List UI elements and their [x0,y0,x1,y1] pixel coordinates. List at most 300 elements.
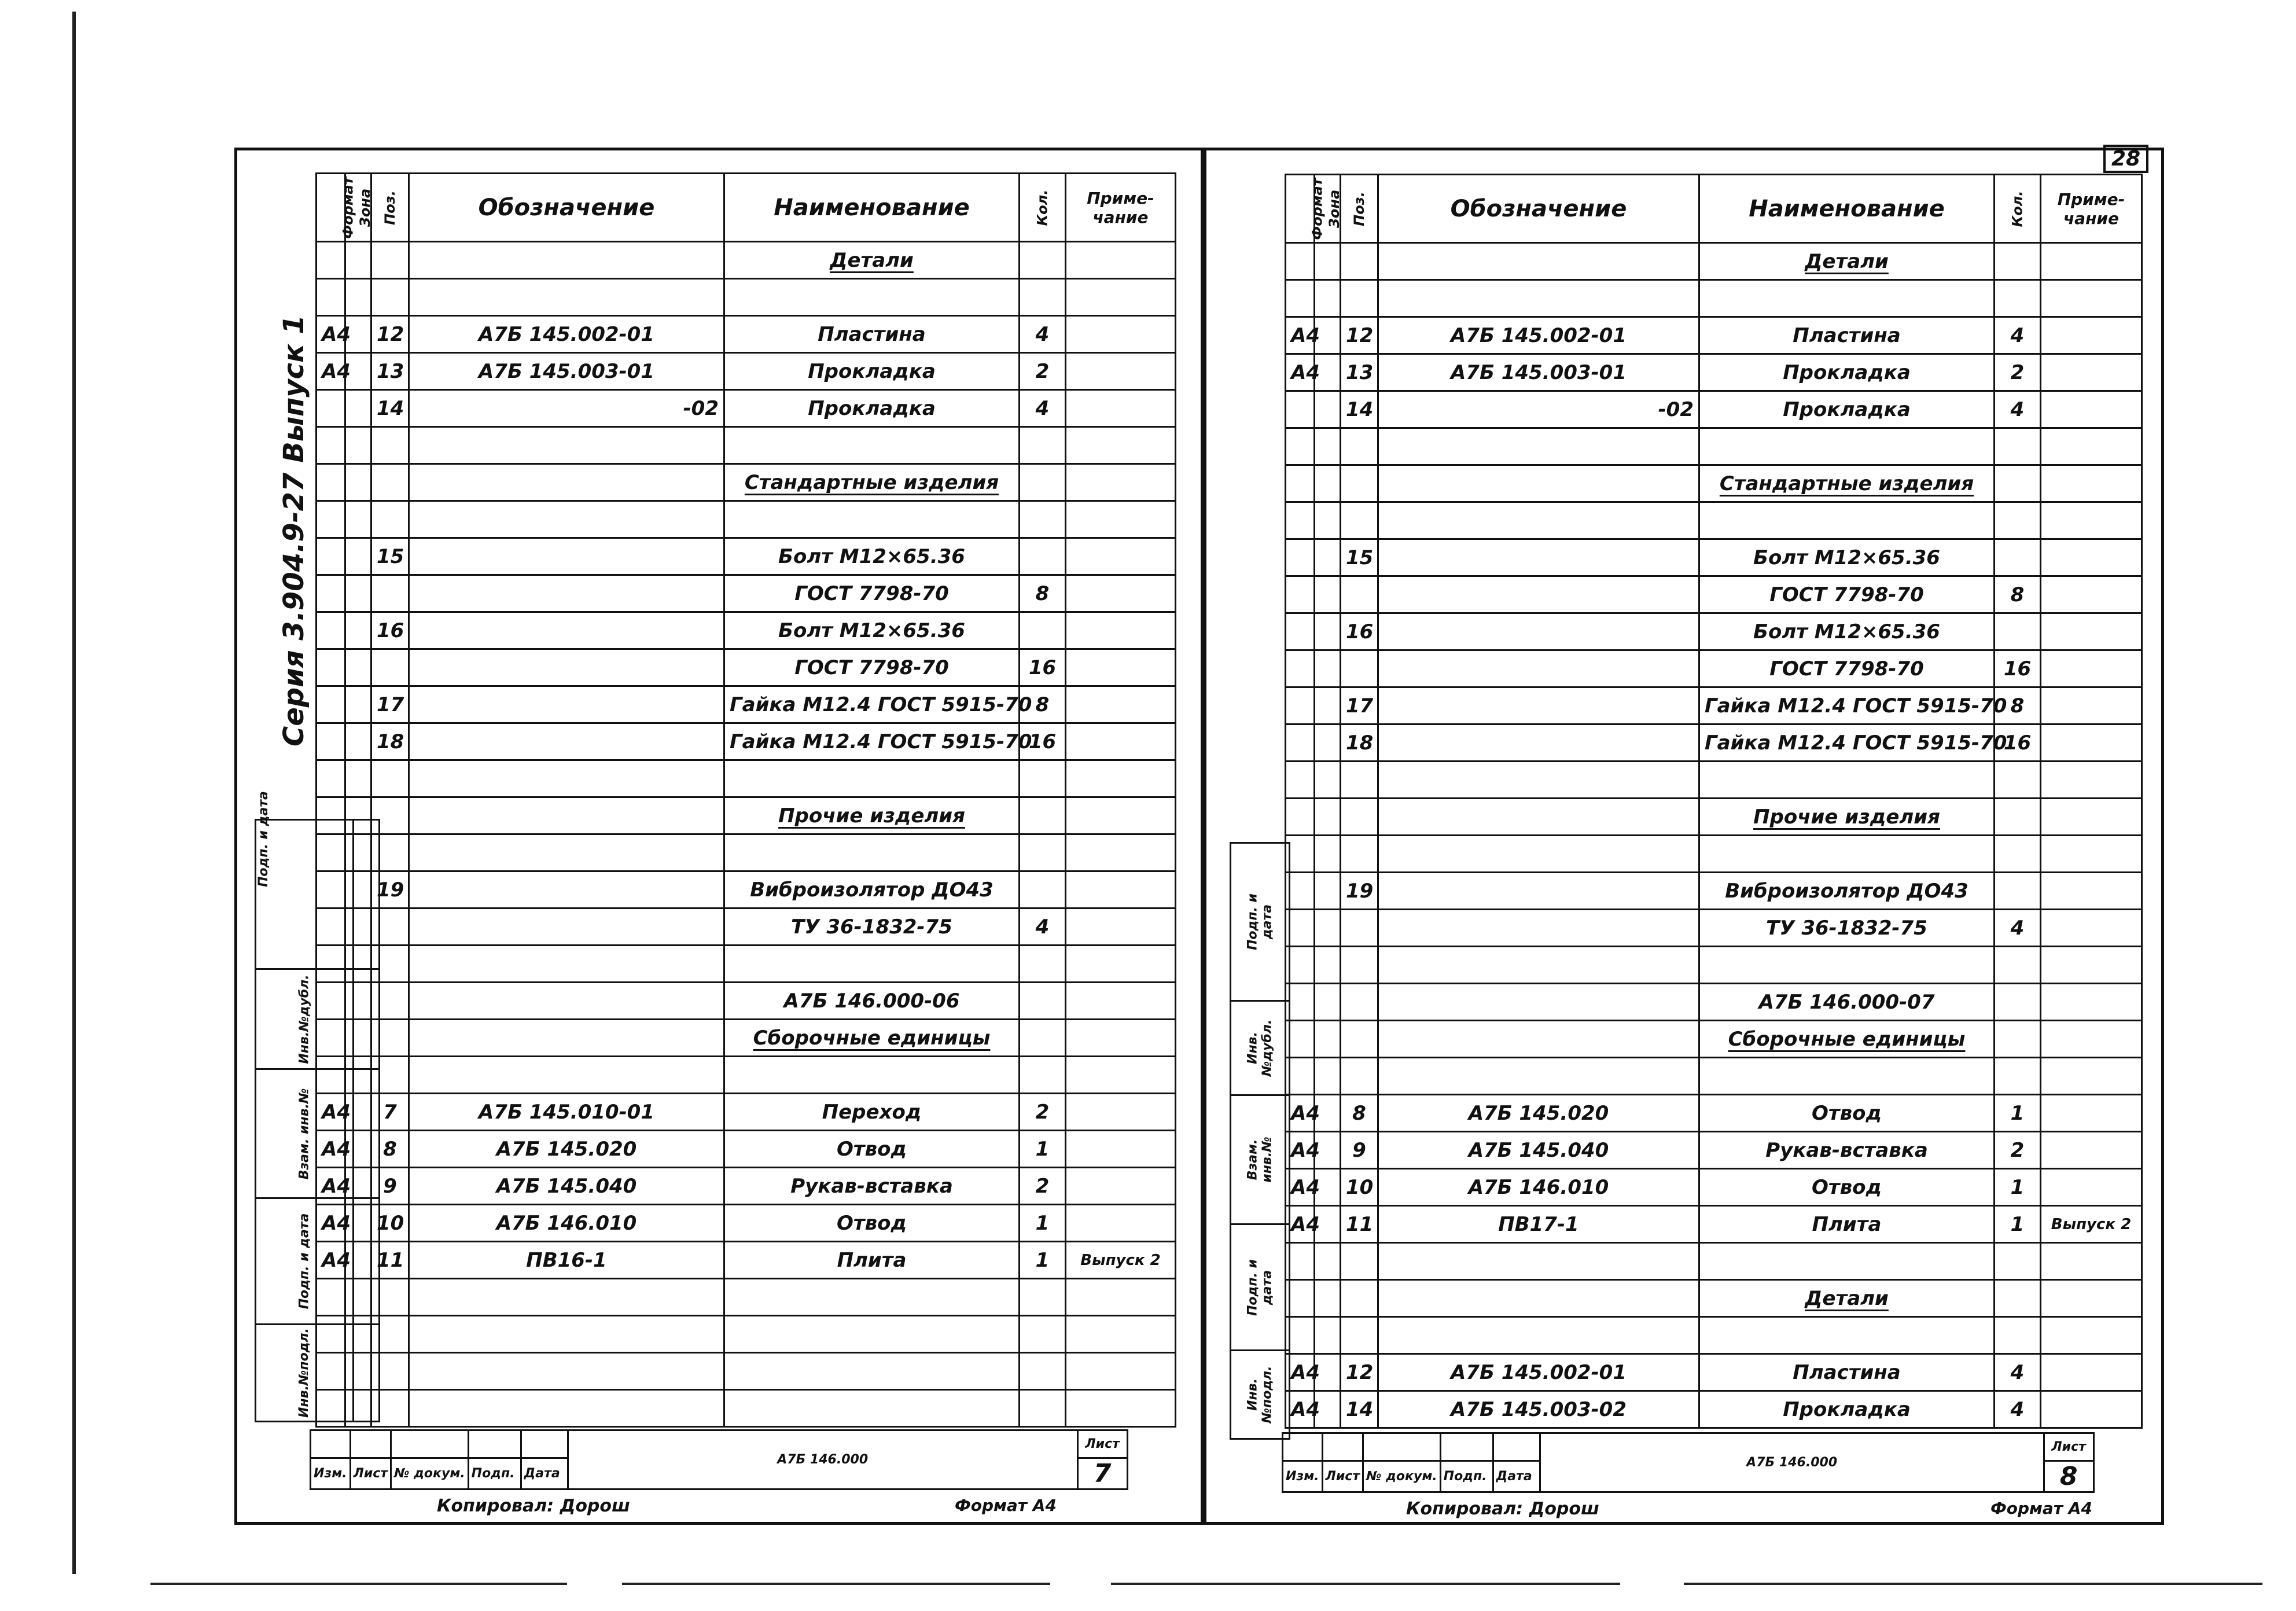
cell-fmt: А4 [317,1131,345,1168]
table-row [317,983,1176,1020]
cell-name [724,1316,1020,1353]
right-format-label: Формат А4 [1990,1499,2092,1518]
cell-zone [1315,576,1341,613]
cell-name: ГОСТ 7798-70 [1699,650,1995,687]
cell-des: А7Б 145.002-01 [1378,1354,1699,1391]
cell-note [2041,984,2142,1021]
table-row [317,649,1176,686]
cell-des [409,1279,724,1316]
header-zone: Зона [345,174,371,242]
cell-zone [345,649,371,686]
cell-qty [1020,1353,1066,1390]
cell-qty: 4 [1995,1391,2041,1428]
right-copied-label: Копировал: Дорош [1406,1499,1599,1519]
cell-pos [1341,1021,1378,1058]
cell-des [1378,539,1699,576]
cell-note [2041,243,2142,280]
cell-pos: 8 [371,1131,409,1168]
cell-name: Прочие изделия [1699,799,1995,836]
cell-qty [1020,538,1066,575]
cell-name: Гайка М12.4 ГОСТ 5915-70 [724,723,1020,760]
table-row [1286,1021,2142,1058]
cell-fmt: А4 [317,1205,345,1242]
stamp-col-sign: Подп. [1440,1461,1493,1492]
cell-qty: 1 [1020,1131,1066,1168]
cell-qty [1995,1317,2041,1354]
cell-fmt [1286,243,1315,280]
cell-pos [371,1020,409,1057]
cell-note [1066,501,1176,538]
cell-note [2041,650,2142,687]
right-sheet-label: Лист [2044,1433,2093,1461]
stamp-col-doc: № докум. [391,1458,469,1489]
cell-fmt: А4 [1286,1354,1315,1391]
cell-qty [1020,1390,1066,1427]
cell-des: ПВ17-1 [1378,1206,1699,1243]
cell-qty: 8 [1995,687,2041,724]
table-row [317,1242,1176,1279]
cell-note [1066,871,1176,909]
cell-note [1066,612,1176,649]
cell-zone [1315,650,1341,687]
cell-name [1699,762,1995,799]
cell-name [1699,428,1995,465]
cell-note [2041,1354,2142,1391]
cell-name: Пластина [1699,317,1995,354]
cell-pos: 15 [371,538,409,575]
cell-pos [371,946,409,983]
cell-qty: 16 [1020,649,1066,686]
table-row [1286,613,2142,650]
cell-note [1066,427,1176,464]
cell-pos: 14 [1341,1391,1378,1428]
cell-note [1066,1057,1176,1094]
cell-des: А7Б 145.010-01 [409,1094,724,1131]
cell-zone [345,686,371,723]
cell-zone [345,242,371,279]
cell-pos [1341,465,1378,502]
cell-qty: 2 [1020,353,1066,390]
cell-name: Детали [724,242,1020,279]
cell-zone [1315,391,1341,428]
cell-name: ГОСТ 7798-70 [724,575,1020,612]
cell-qty: 1 [1995,1206,2041,1243]
table-row [1286,1391,2142,1428]
table-row [1286,984,2142,1021]
table-row [317,760,1176,797]
table-row [317,279,1176,316]
cell-note [1066,983,1176,1020]
cell-qty [1995,465,2041,502]
cell-fmt: А4 [1286,1206,1315,1243]
table-row [317,1131,1176,1168]
cell-note [1066,797,1176,834]
cell-name [724,279,1020,316]
cell-name: Прокладка [1699,1391,1995,1428]
cell-qty: 4 [1995,317,2041,354]
table-row [1286,910,2142,947]
cell-des: А7Б 145.020 [409,1131,724,1168]
cell-name: Стандартные изделия [1699,465,1995,502]
cell-pos [1341,650,1378,687]
cell-qty: 1 [1995,1169,2041,1206]
table-row [1286,317,2142,354]
cell-des [409,723,724,760]
cell-note [2041,391,2142,428]
cell-fmt: А4 [1286,1391,1315,1428]
cell-des: А7Б 145.003-01 [1378,354,1699,391]
cell-des [409,1057,724,1094]
cell-zone [1315,465,1341,502]
cell-note [1066,909,1176,946]
table-row [317,242,1176,279]
cell-zone [1315,1317,1341,1354]
cell-fmt: А4 [1286,354,1315,391]
cell-zone [345,1353,371,1390]
cell-qty: 2 [1995,354,2041,391]
cell-pos [371,797,409,834]
cell-pos: 10 [1341,1169,1378,1206]
cell-qty: 4 [1020,909,1066,946]
cell-des: А7Б 145.002-01 [1378,317,1699,354]
cell-qty [1995,1058,2041,1095]
cell-des [409,538,724,575]
cell-fmt [1286,650,1315,687]
table-header [1286,175,2142,243]
cell-name: Болт М12×65.36 [724,612,1020,649]
cell-zone [1315,613,1341,650]
cell-note [2041,1317,2142,1354]
table-row [317,909,1176,946]
cell-fmt: А4 [1286,317,1315,354]
cell-des [1378,428,1699,465]
cell-fmt [317,983,345,1020]
r-side-label-dup: Инв.№дубл. [1245,1019,1275,1077]
header-format: Формат [1286,175,1315,243]
cell-note [2041,465,2142,502]
table-row [1286,428,2142,465]
cell-qty [1995,947,2041,984]
cell-pos: 14 [371,390,409,427]
cell-fmt [1286,873,1315,910]
scan-line [1111,1583,1620,1585]
cell-name: Болт М12×65.36 [1699,539,1995,576]
cell-zone [1315,799,1341,836]
table-row [317,575,1176,612]
cell-pos: 14 [1341,391,1378,428]
cell-pos [371,1390,409,1427]
cell-pos: 13 [371,353,409,390]
cell-qty [1995,1280,2041,1317]
cell-qty [1020,1057,1066,1094]
header-designation: Обозначение [1378,175,1699,243]
cell-note [1066,1316,1176,1353]
cell-fmt: А4 [1286,1095,1315,1132]
cell-qty [1020,1316,1066,1353]
r-side-label-replace: Взам. инв.№ [1245,1136,1275,1183]
cell-des [409,1020,724,1057]
cell-name: Отвод [724,1205,1020,1242]
cell-qty: 4 [1995,391,2041,428]
cell-zone [1315,428,1341,465]
cell-name [724,1279,1020,1316]
cell-note [1066,723,1176,760]
cell-pos [1341,799,1378,836]
cell-fmt [1286,762,1315,799]
right-stamp [1282,1432,2095,1493]
corner-sheet-number: 28 [2103,145,2148,173]
cell-note [1066,464,1176,501]
left-sheet-label: Лист [1077,1430,1127,1458]
left-sheet-number: 7 [1077,1458,1127,1489]
cell-qty [1995,1021,2041,1058]
cell-qty [1995,873,2041,910]
table-row [317,1094,1176,1131]
series-label: Серия 3.904.9-27 Выпуск 1 [278,315,310,746]
cell-qty [1020,612,1066,649]
cell-qty [1995,243,2041,280]
cell-des [409,501,724,538]
cell-pos [371,1279,409,1316]
table-row [317,390,1176,427]
cell-note [2041,1391,2142,1428]
cell-zone [345,464,371,501]
cell-note [1066,1094,1176,1131]
cell-des [409,834,724,871]
cell-note [1066,1020,1176,1057]
cell-des [409,1390,724,1427]
cell-fmt [317,575,345,612]
cell-pos: 10 [371,1205,409,1242]
table-row [317,1205,1176,1242]
header-qty: Кол. [1995,175,2041,243]
scan-line [1684,1583,2262,1585]
cell-zone [345,427,371,464]
cell-name: Стандартные изделия [724,464,1020,501]
table-row [1286,1243,2142,1280]
cell-qty: 4 [1995,910,2041,947]
cell-pos: 9 [371,1168,409,1205]
cell-name: Гайка М12.4 ГОСТ 5915-70 [724,686,1020,723]
cell-fmt [1286,1243,1315,1280]
cell-name: Пластина [1699,1354,1995,1391]
table-row [1286,243,2142,280]
cell-name: А7Б 146.000-07 [1699,984,1995,1021]
left-stamp [310,1429,1128,1490]
r-side-label-inv: Инв.№подл. [1245,1366,1275,1424]
cell-fmt [317,427,345,464]
cell-qty [1995,1243,2041,1280]
cell-des [1378,984,1699,1021]
cell-des: А7Б 145.040 [1378,1132,1699,1169]
cell-note [2041,1243,2142,1280]
cell-pos [371,909,409,946]
cell-des [1378,687,1699,724]
cell-fmt [317,1057,345,1094]
table-row [1286,576,2142,613]
cell-des: А7Б 145.040 [409,1168,724,1205]
cell-qty [1995,502,2041,539]
cell-des [1378,762,1699,799]
cell-note [1066,575,1176,612]
left-copied-label: Копировал: Дорош [437,1496,630,1516]
cell-des [1378,280,1699,317]
cell-zone [345,612,371,649]
cell-note [2041,576,2142,613]
cell-des [1378,910,1699,947]
cell-pos [371,983,409,1020]
table-row [317,1390,1176,1427]
cell-zone [1315,1021,1341,1058]
cell-pos: 12 [1341,317,1378,354]
cell-zone [1315,1243,1341,1280]
cell-note [2041,539,2142,576]
cell-qty [1020,279,1066,316]
stamp-col-sheet: Лист [1322,1461,1363,1492]
table-row [1286,1095,2142,1132]
header-name: Наименование [724,174,1020,242]
table-row [317,353,1176,390]
cell-note [2041,836,2142,873]
cell-fmt [1286,836,1315,873]
cell-fmt [1286,576,1315,613]
cell-pos [1341,1058,1378,1095]
cell-note [2041,317,2142,354]
cell-fmt [317,390,345,427]
cell-note [1066,1205,1176,1242]
cell-fmt [317,501,345,538]
cell-fmt [317,464,345,501]
table-row [1286,1058,2142,1095]
cell-zone [345,1316,371,1353]
cell-zone [345,723,371,760]
cell-zone [345,983,371,1020]
table-row [1286,873,2142,910]
cell-note: Выпуск 2 [1066,1242,1176,1279]
cell-note [1066,279,1176,316]
cell-note [1066,1279,1176,1316]
cell-fmt [317,686,345,723]
cell-qty: 8 [1020,575,1066,612]
cell-note [1066,1168,1176,1205]
cell-name [1699,1243,1995,1280]
cell-qty [1020,1279,1066,1316]
cell-pos [1341,428,1378,465]
table-row [317,797,1176,834]
cell-name: Рукав-вставка [1699,1132,1995,1169]
cell-qty [1995,428,2041,465]
cell-note: Выпуск 2 [2041,1206,2142,1243]
cell-fmt [317,1353,345,1390]
cell-note [2041,1169,2142,1206]
cell-des [1378,1280,1699,1317]
table-row [1286,280,2142,317]
cell-des: ПВ16-1 [409,1242,724,1279]
cell-fmt [1286,1058,1315,1095]
cell-note [1066,538,1176,575]
cell-fmt [317,612,345,649]
cell-fmt [1286,724,1315,762]
cell-name: Отвод [1699,1095,1995,1132]
cell-pos [371,464,409,501]
cell-qty [1995,280,2041,317]
stamp-col-doc: № докум. [1363,1461,1441,1492]
cell-qty: 2 [1020,1168,1066,1205]
cell-qty [1020,242,1066,279]
cell-note [1066,316,1176,353]
cell-pos: 19 [371,871,409,909]
stamp-col-date: Дата [1493,1461,1540,1492]
table-row [1286,1280,2142,1317]
cell-note [2041,354,2142,391]
cell-fmt [1286,1280,1315,1317]
cell-zone [345,279,371,316]
cell-fmt [317,538,345,575]
cell-name [724,1057,1020,1094]
header-pos: Поз. [371,174,409,242]
cell-pos [1341,243,1378,280]
cell-zone [345,575,371,612]
cell-pos: 11 [371,1242,409,1279]
table-row [1286,724,2142,762]
cell-name: А7Б 146.000-06 [724,983,1020,1020]
table-row [1286,1354,2142,1391]
cell-pos [1341,1280,1378,1317]
cell-note [1066,1131,1176,1168]
cell-pos [371,834,409,871]
cell-name: Прочие изделия [724,797,1020,834]
scan-line [622,1583,1050,1585]
cell-des [1378,799,1699,836]
cell-fmt [1286,687,1315,724]
cell-zone [345,1020,371,1057]
cell-des [409,871,724,909]
cell-name: Плита [1699,1206,1995,1243]
cell-qty [1020,427,1066,464]
cell-fmt: А4 [317,353,345,390]
cell-des [1378,724,1699,762]
cell-name: Гайка М12.4 ГОСТ 5915-70 [1699,687,1995,724]
cell-zone [345,501,371,538]
cell-name [1699,280,1995,317]
cell-qty: 16 [1020,723,1066,760]
cell-zone [1315,836,1341,873]
cell-qty: 2 [1995,1132,2041,1169]
cell-pos [1341,984,1378,1021]
cell-qty: 1 [1995,1095,2041,1132]
cell-note [2041,1021,2142,1058]
cell-fmt [1286,1317,1315,1354]
cell-pos: 15 [1341,539,1378,576]
cell-qty [1020,871,1066,909]
r-side-label-sign-date-top: Подп. и дата [1245,893,1275,950]
cell-zone [345,946,371,983]
cell-fmt [1286,280,1315,317]
cell-name: Пластина [724,316,1020,353]
cell-zone [345,390,371,427]
cell-note [2041,687,2142,724]
cell-des [1378,650,1699,687]
cell-fmt [1286,613,1315,650]
cell-zone [1315,502,1341,539]
cell-fmt [317,760,345,797]
cell-qty [1995,836,2041,873]
cell-des: -02 [1378,391,1699,428]
cell-des [409,464,724,501]
right-side-strip [1230,842,1290,1440]
cell-des [409,1353,724,1390]
cell-fmt: А4 [1286,1132,1315,1169]
